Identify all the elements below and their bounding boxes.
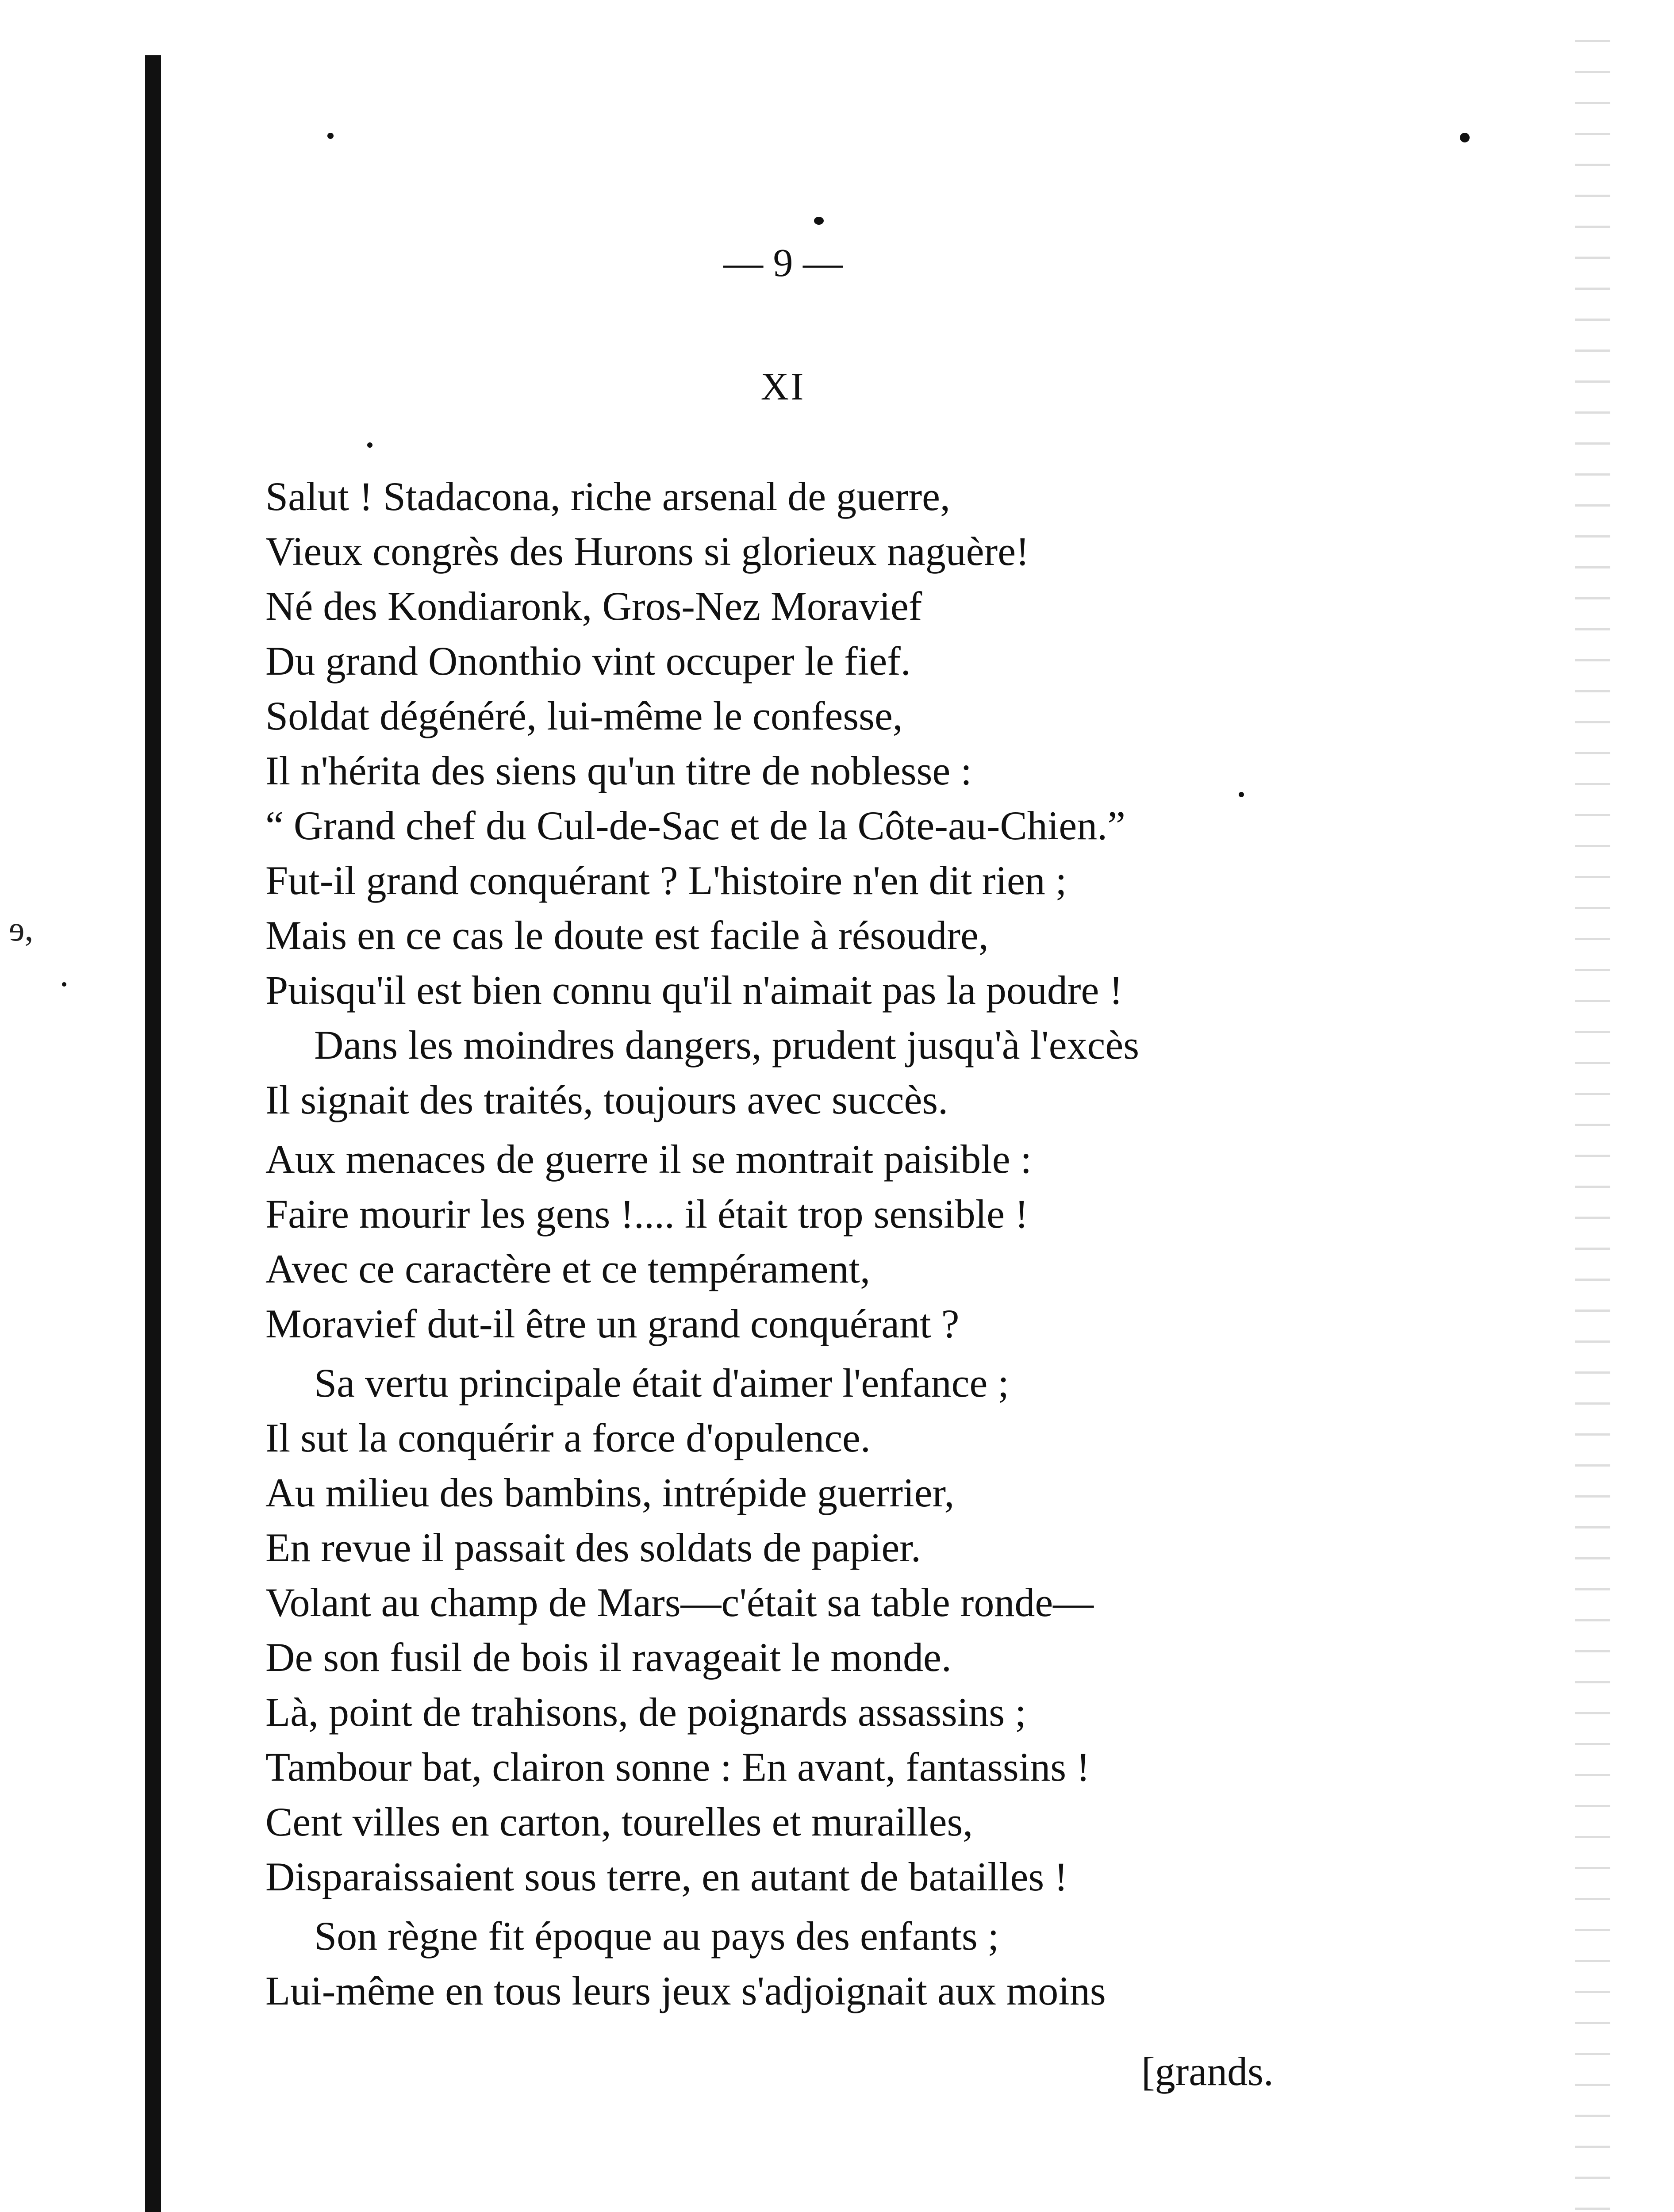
- poem-line: En revue il passait des soldats de papier.: [265, 1525, 921, 1570]
- poem-line: Aux menaces de guerre il se montrait paisible :: [265, 1137, 1032, 1182]
- poem-line: De son fusil de bois il ravageait le monde.: [265, 1635, 952, 1680]
- poem-line: Mais en ce cas le doute est facile à résoudre,: [265, 913, 989, 958]
- poem-line: Fut-il grand conquérant ? L'histoire n'en dit rien ;: [265, 858, 1067, 903]
- poem-line: Du grand Ononthio vint occuper le fief.: [265, 638, 911, 684]
- binding-edge-line: [145, 55, 161, 2212]
- poem-line: Son règne fit époque au pays des enfants ;: [314, 1913, 999, 1959]
- poem-line: Avec ce caractère et ce tempérament,: [265, 1246, 871, 1291]
- right-page-edge: [1575, 40, 1610, 2212]
- page-number: — 9 —: [723, 241, 843, 285]
- ink-speck: [62, 982, 66, 987]
- ink-speck: [1460, 133, 1470, 142]
- poem-line: Tambour bat, clairon sonne : En avant, fantassins !: [265, 1744, 1090, 1790]
- poem-line: Disparaissaient sous terre, en autant de batailles !: [265, 1854, 1068, 1899]
- poem-body: [265, 469, 1327, 2018]
- carryover-word: [grands.: [1141, 2049, 1274, 2094]
- poem-line: Volant au champ de Mars—c'était sa table ronde—: [265, 1580, 1094, 1625]
- poem-line: Moravief dut-il être un grand conquérant ?: [265, 1301, 960, 1346]
- margin-mark: ɘ,: [9, 910, 34, 949]
- poem-line: Au milieu des bambins, intrépide guerrier,: [265, 1470, 955, 1515]
- poem-line: Salut ! Stadacona, riche arsenal de guerre,: [265, 474, 950, 519]
- ink-speck: [814, 217, 824, 225]
- poem-line: Né des Kondiaronk, Gros-Nez Moravief: [265, 584, 922, 629]
- poem-line: Il signait des traités, toujours avec succès.: [265, 1077, 948, 1122]
- poem-line: “ Grand chef du Cul-de-Sac et de la Côte-au-Chien.”: [265, 803, 1125, 848]
- poem-line: Dans les moindres dangers, prudent jusqu'à l'excès: [314, 1022, 1140, 1068]
- poem-line: Lui-même en tous leurs jeux s'adjoignait aux moins: [265, 1968, 1106, 2013]
- section-heading: XI: [760, 365, 806, 408]
- ink-speck: [367, 442, 372, 448]
- poem-line: Cent villes en carton, tourelles et murailles,: [265, 1799, 973, 1844]
- poem-line: Faire mourir les gens !.... il était trop sensible !: [265, 1191, 1029, 1237]
- poem-line: Vieux congrès des Hurons si glorieux naguère!: [265, 529, 1029, 574]
- poem-line: Soldat dégénéré, lui-même le confesse,: [265, 693, 903, 738]
- poem-line: Il sut la conquérir a force d'opulence.: [265, 1415, 871, 1460]
- poem-line: Puisqu'il est bien connu qu'il n'aimait pas la poudre !: [265, 968, 1123, 1013]
- poem-line: Là, point de trahisons, de poignards assassins ;: [265, 1690, 1026, 1735]
- poem-line: Sa vertu principale était d'aimer l'enfance ;: [314, 1360, 1009, 1406]
- ink-speck: [327, 133, 334, 139]
- poem-line: Il n'hérita des siens qu'un titre de noblesse :: [265, 748, 972, 793]
